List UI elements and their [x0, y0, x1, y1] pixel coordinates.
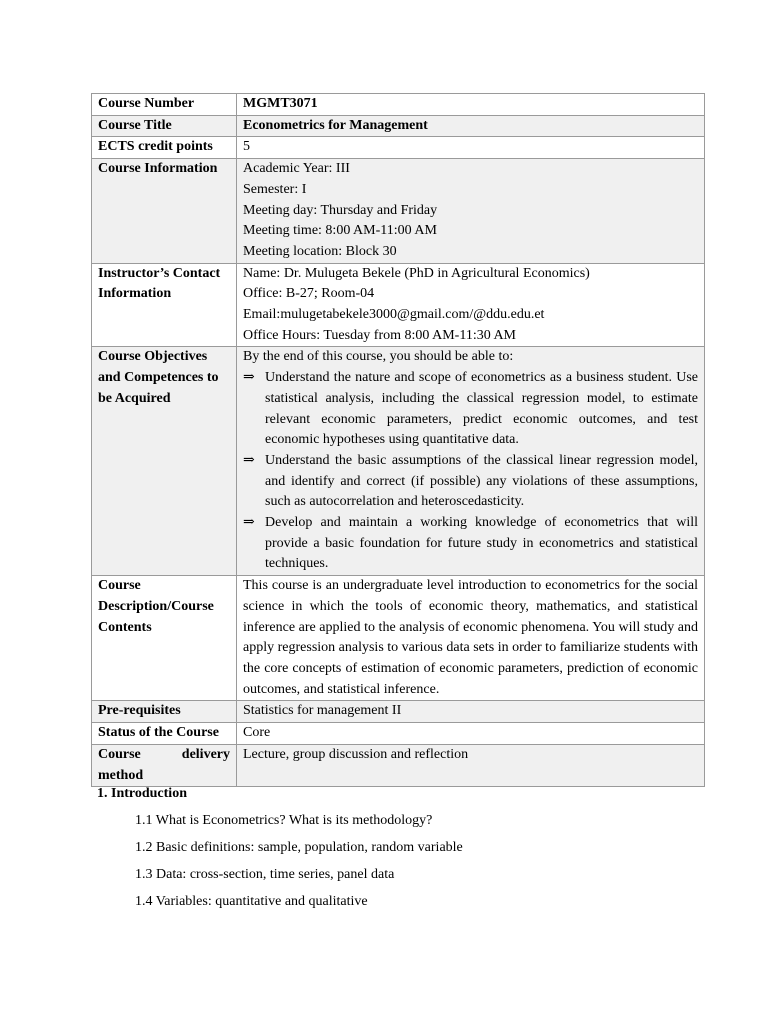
objectives-value	[237, 347, 705, 576]
arrow-icon: ⇒	[243, 452, 255, 468]
objective-text: Understand the nature and scope of econometrics as a business student. Use statistical analysis, including the classical regression model, to estimate relevant economic parameters, predict economic outcomes, and test economic hypotheses using quantitative data.	[265, 370, 698, 448]
delivery-label-line1: Course delivery	[98, 746, 230, 762]
semester: Semester: I	[243, 181, 307, 197]
academic-year: Academic Year: III	[243, 161, 350, 177]
meeting-location: Meeting location: Block 30	[243, 243, 397, 259]
description-text: This course is an undergraduate level introduction to econometrics for the social science in which the tools of economic theory, mathematics, and statistical inference are applied to the analysis of economic phenomena. You will study and apply regression analysis to various data sets in order to familiarize students with the core concepts of estimation of economic parameters, prediction of economic outcomes, and statistical inference.	[237, 576, 705, 701]
section-item: 1.1 What is Econometrics? What is its methodology?	[135, 813, 433, 828]
row-course-information	[92, 159, 705, 264]
course-title-value: Econometrics for Management	[237, 115, 705, 137]
row-description	[92, 576, 705, 701]
row-delivery	[92, 744, 705, 786]
arrow-icon: ⇒	[243, 515, 255, 531]
objectives-intro: By the end of this course, you should be able to:	[243, 349, 514, 365]
row-ects	[92, 137, 705, 159]
objective-text: Understand the basic assumptions of the classical linear regression model, and identify and correct (if possible) any violations of these assumptions, such as autocorrelation and heteroscedasticity.	[265, 452, 698, 510]
status-label: Status of the Course	[92, 723, 237, 745]
ects-value: 5	[237, 137, 705, 159]
section-item: 1.2 Basic definitions: sample, population, random variable	[135, 840, 463, 855]
course-information-label: Course Information	[92, 159, 237, 264]
section-introduction	[97, 785, 707, 911]
objective-item	[243, 451, 698, 513]
section-item: 1.3 Data: cross-section, time series, panel data	[135, 867, 395, 882]
instructor-email: Email:mulugetabekele3000@gmail.com/@ddu.edu.et	[243, 307, 545, 323]
instructor-name: Name: Dr. Mulugeta Bekele (PhD in Agricultural Economics)	[243, 265, 590, 281]
row-status	[92, 723, 705, 745]
row-course-title	[92, 115, 705, 137]
meeting-time: Meeting time: 8:00 AM-11:00 AM	[243, 223, 437, 239]
section-heading: 1. Introduction	[97, 786, 187, 801]
instructor-office: Office: B-27; Room-04	[243, 286, 375, 302]
prerequisites-label: Pre-requisites	[92, 701, 237, 723]
ects-label: ECTS credit points	[92, 137, 237, 159]
row-objectives	[92, 347, 705, 576]
section-item: 1.4 Variables: quantitative and qualitative	[135, 894, 368, 909]
course-number-label: Course Number	[92, 94, 237, 116]
objectives-label: Course Objectives and Competences to be Acquired	[92, 347, 237, 576]
prerequisites-value: Statistics for management II	[237, 701, 705, 723]
description-label: Course Description/Course Contents	[92, 576, 237, 701]
meeting-day: Meeting day: Thursday and Friday	[243, 202, 438, 218]
objective-item	[243, 368, 698, 451]
status-value: Core	[237, 723, 705, 745]
delivery-label	[92, 744, 237, 786]
objective-item	[243, 513, 698, 575]
delivery-label-line2: method	[98, 767, 144, 783]
arrow-icon: ⇒	[243, 370, 255, 386]
instructor-label: Instructor’s Contact Information	[92, 263, 237, 347]
course-title-label: Course Title	[92, 115, 237, 137]
row-course-number	[92, 94, 705, 116]
objective-text: Develop and maintain a working knowledge of econometrics that will provide a basic foundation for future study in econometrics and statistical techniques.	[265, 515, 698, 572]
delivery-value: Lecture, group discussion and reflection	[237, 744, 705, 786]
course-number-value: MGMT3071	[237, 94, 705, 116]
row-instructor	[92, 263, 705, 347]
course-information-value	[237, 159, 705, 264]
row-prerequisites	[92, 701, 705, 723]
course-info-table	[91, 93, 705, 787]
instructor-office-hours: Office Hours: Tuesday from 8:00 AM-11:30 AM	[243, 327, 516, 343]
instructor-value	[237, 263, 705, 347]
